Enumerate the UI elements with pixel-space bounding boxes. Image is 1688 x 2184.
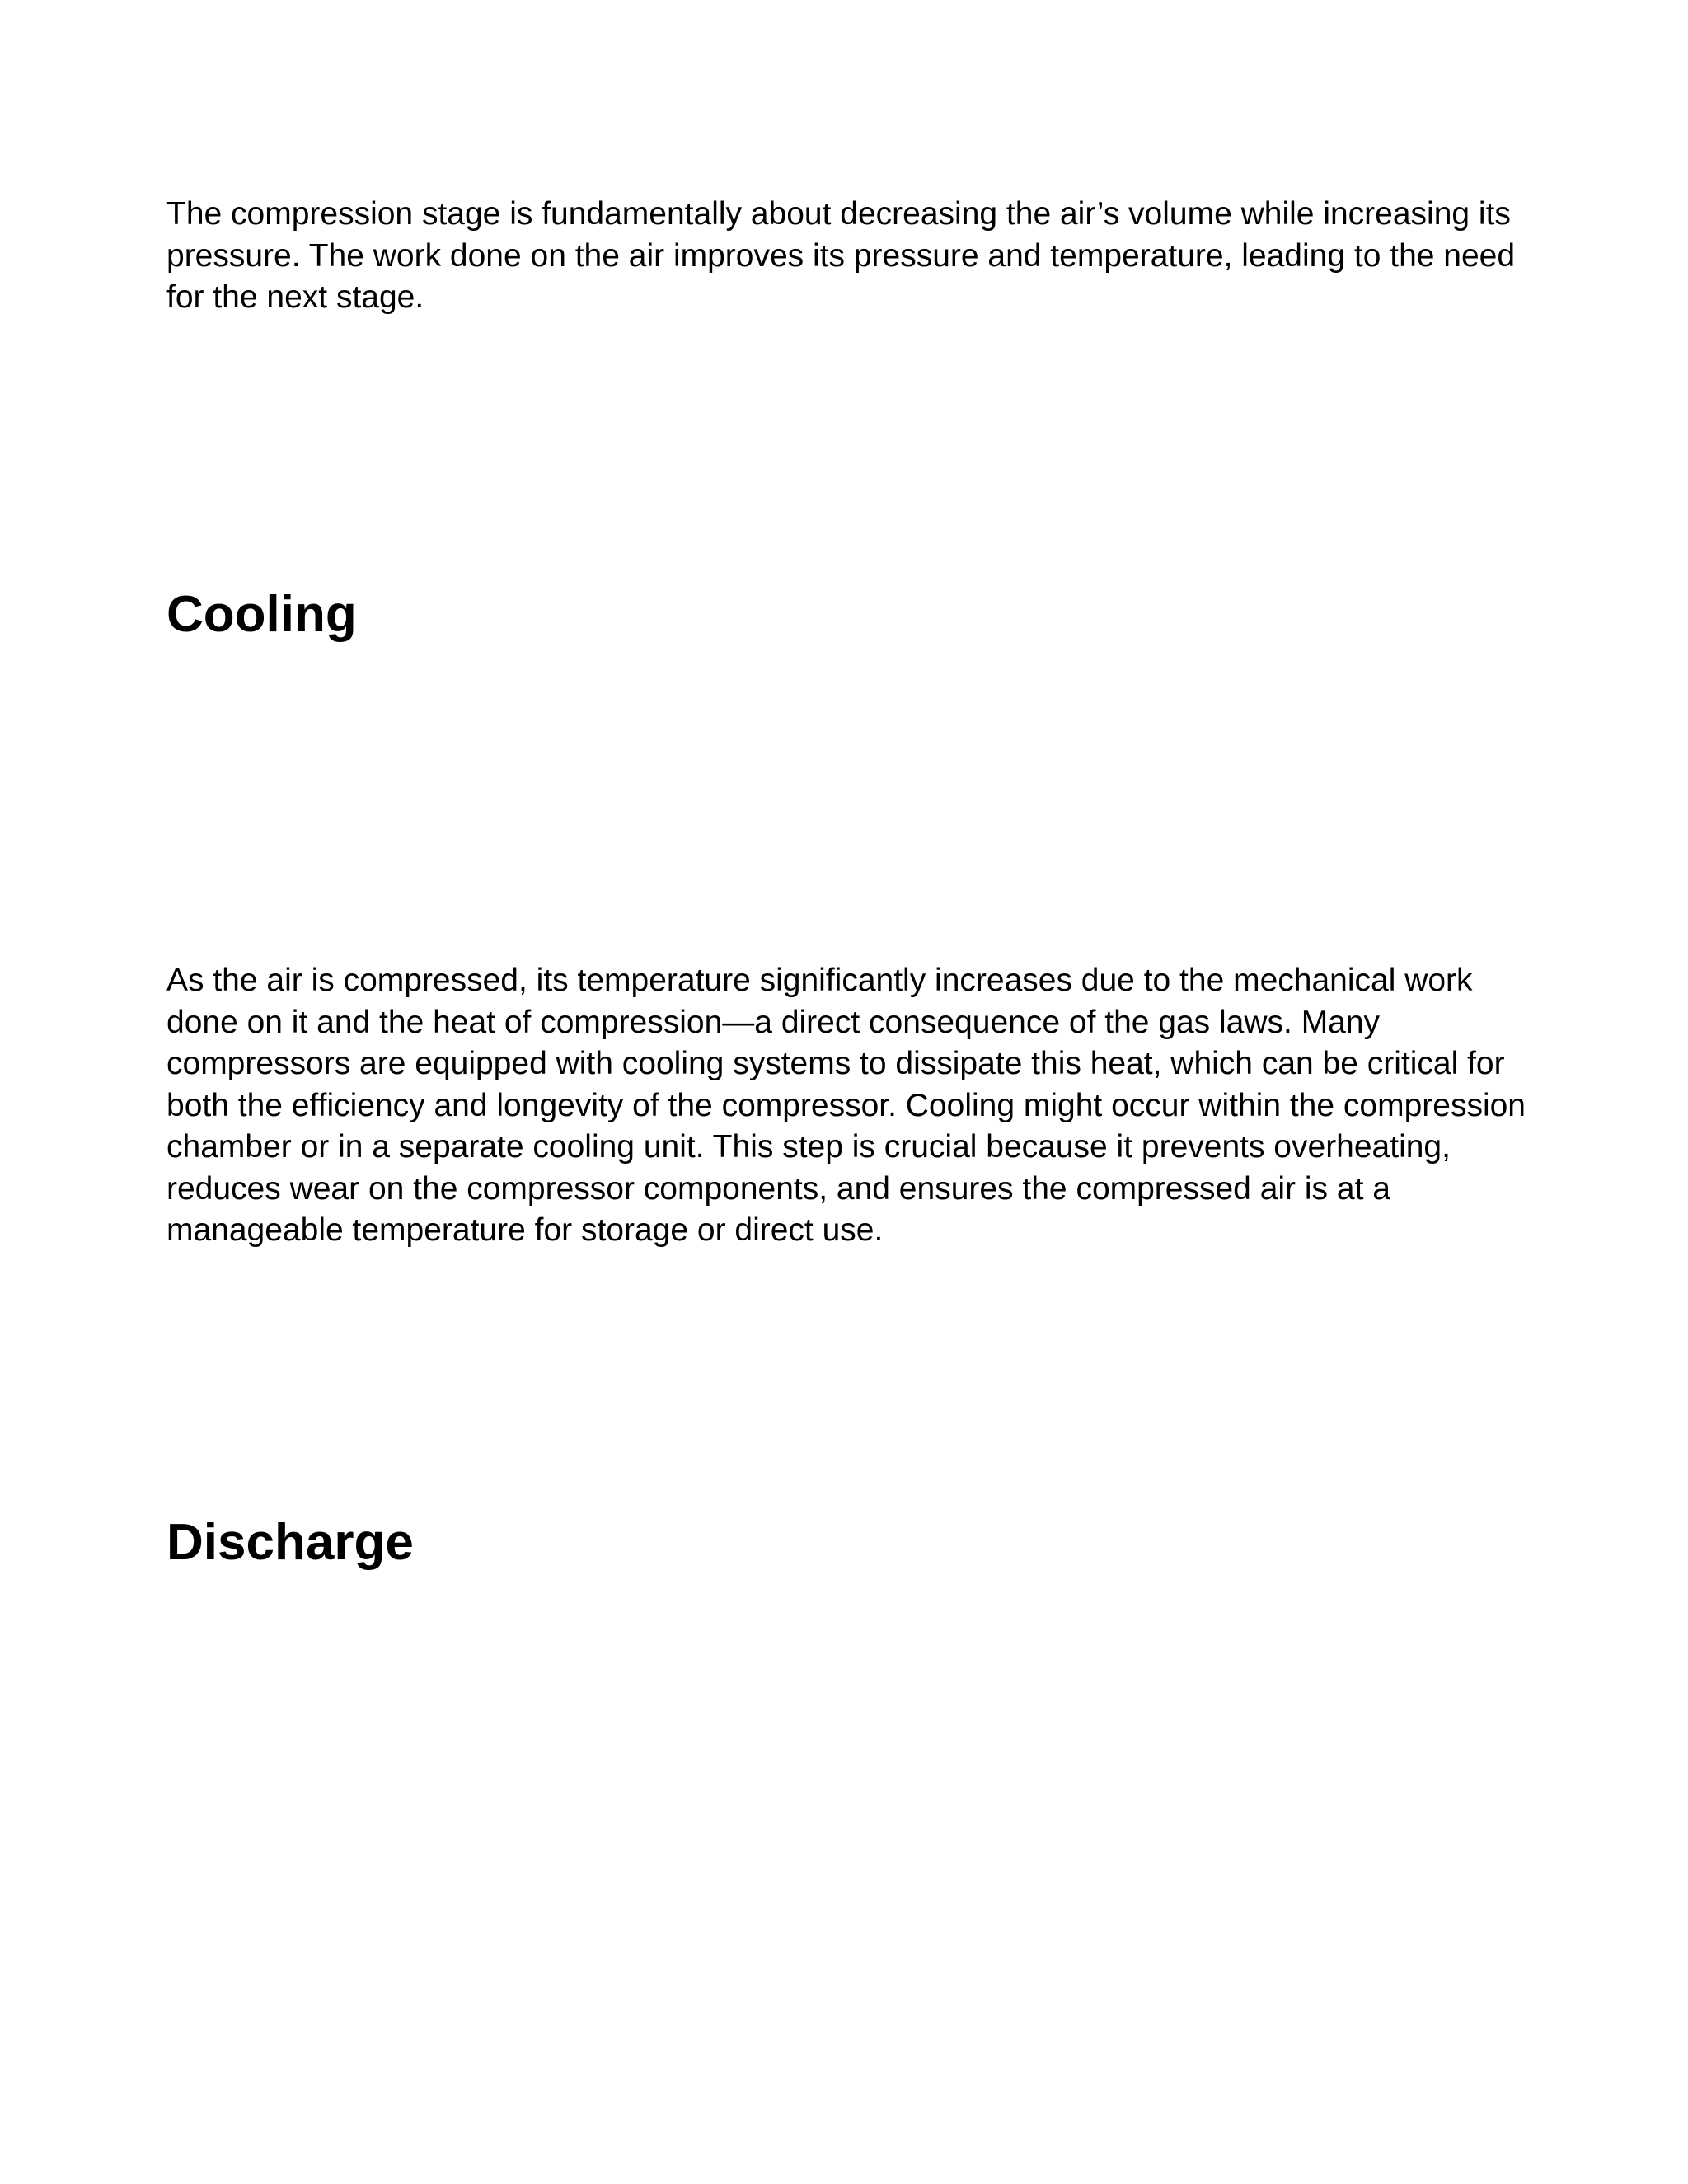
section-heading-discharge: Discharge	[166, 1514, 414, 1571]
section-heading-cooling: Cooling	[166, 586, 357, 643]
paragraph-compression-stage: The compression stage is fundamentally about decreasing the air’s volume while increasing its pressure. The work done on the air improves its pressure and temperature, leading to the need for the next stage.	[166, 196, 1516, 315]
paragraph-cooling: As the air is compressed, its temperature significantly increases due to the mechanical work done on it and the heat of compression—a direct consequence of the gas laws. Many compressors are equipped with cooling systems to dissipate this heat, which can be critical for both the efficiency and longevity of the compressor. Cooling might occur within the compression chamber or in a separate cooling unit. This step is crucial because it prevents overheating, reduces wear on the compressor components, and ensures the compressed air is at a manageable temperature for storage or direct use.	[166, 963, 1526, 1248]
